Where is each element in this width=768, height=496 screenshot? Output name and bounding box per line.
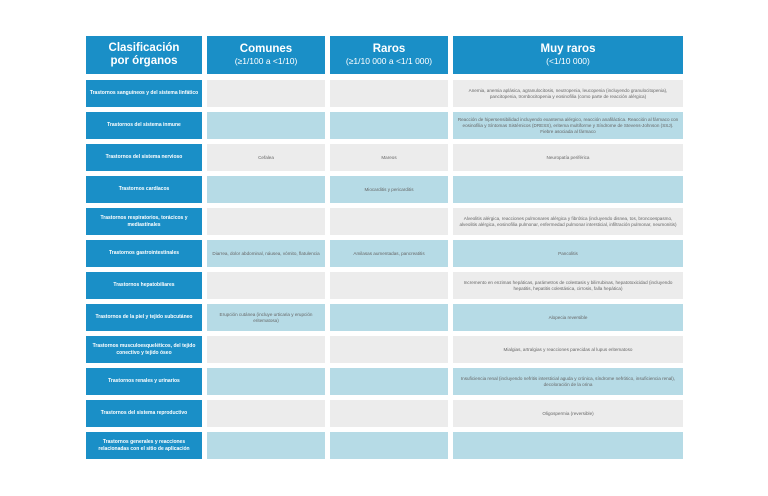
organ-label: Trastornos renales y urinarios: [86, 368, 202, 395]
header-comunes-sub: (≥1/100 a <1/10): [234, 56, 298, 66]
cell-muy-raros: Mialgias, artralgias y reacciones parecidas al lupus eritematoso: [453, 336, 683, 363]
header-classification-line1: Clasificación: [108, 42, 180, 54]
organ-label: Trastornos del sistema nervioso: [86, 144, 202, 171]
header-classification-line2: por órganos: [110, 55, 178, 67]
cell-raros: [330, 368, 448, 395]
organ-label: Trastornos hepatobiliares: [86, 272, 202, 299]
organ-label: Trastornos del sistema reproductivo: [86, 400, 202, 427]
adverse-effects-table: [86, 36, 684, 459]
header-raros: [330, 36, 448, 74]
header-comunes-title: Comunes: [239, 43, 293, 55]
header-comunes: [207, 36, 325, 74]
cell-comunes: Erupción cutánea (incluye urticaria y erupción eritematosa): [207, 304, 325, 331]
cell-comunes: [207, 176, 325, 203]
cell-comunes: [207, 336, 325, 363]
cell-muy-raros: [453, 432, 683, 459]
cell-comunes: [207, 208, 325, 235]
cell-comunes: Cefalea: [207, 144, 325, 171]
header-raros-title: Raros: [372, 43, 406, 55]
cell-raros: [330, 400, 448, 427]
header-raros-sub: (≥1/10 000 a <1/1 000): [345, 56, 433, 66]
cell-raros: [330, 336, 448, 363]
cell-muy-raros: Oligospermia (reversible): [453, 400, 683, 427]
cell-raros: [330, 80, 448, 107]
cell-raros: [330, 112, 448, 139]
cell-muy-raros: Pancolitis: [453, 240, 683, 267]
cell-comunes: [207, 368, 325, 395]
header-muy-raros-sub: (<1/10 000): [546, 56, 590, 66]
organ-label: Trastornos gastrointestinales: [86, 240, 202, 267]
organ-label: Trastornos generales y reacciones relacionadas con el sitio de aplicación: [86, 432, 202, 459]
organ-label: Trastornos de la piel y tejido subcutáneo: [86, 304, 202, 331]
header-muy-raros: [453, 36, 683, 74]
cell-raros: Mareos: [330, 144, 448, 171]
organ-label: Trastornos cardíacos: [86, 176, 202, 203]
cell-comunes: [207, 80, 325, 107]
cell-comunes: [207, 112, 325, 139]
cell-muy-raros: Incremento en enzimas hepáticas, parámetros de colestasis y bilirrubinas, hepatotoxicidad (incluyendo hepatitis, hepatitis colestásica, cirrosis, falla hepática): [453, 272, 683, 299]
cell-comunes: [207, 400, 325, 427]
cell-comunes: Diarrea, dolor abdominal, náusea, vómito, flatulencia: [207, 240, 325, 267]
cell-muy-raros: [453, 176, 683, 203]
cell-muy-raros: Reacción de hipersensibilidad incluyendo exantema alérgico, reacción anafiláctica. Reacción al fármaco con eosinofilia y Síntomas Sistémicos (DRESS), eritema multiforme y Síndrome de Stevens-Johnson (SSJ). Fiebre asociada al fármaco: [453, 112, 683, 139]
cell-raros: [330, 304, 448, 331]
cell-raros: [330, 432, 448, 459]
cell-raros: Amilasas aumentadas, pancreatitis: [330, 240, 448, 267]
cell-muy-raros: Insuficiencia renal (incluyendo nefritis intersticial aguda y crónica, síndrome nefrótico, insuficiencia renal), decoloración de la orina: [453, 368, 683, 395]
cell-comunes: [207, 432, 325, 459]
cell-raros: Miocarditis y pericarditis: [330, 176, 448, 203]
cell-muy-raros: Neuropatía periférica: [453, 144, 683, 171]
organ-label: Trastornos sanguíneos y del sistema linfático: [86, 80, 202, 107]
organ-label: Trastornos musculoesqueléticos, del tejido conectivo y tejido óseo: [86, 336, 202, 363]
cell-muy-raros: Anemia, anemia aplásica, agranulocitosis, neutropenia, leucopenia (incluyendo granulocitopenia), pancitopenia, trombocitopenia y eosinofilia (como parte de reacción alérgica): [453, 80, 683, 107]
organ-label: Trastornos respiratorios, torácicos y mediastínales: [86, 208, 202, 235]
cell-raros: [330, 272, 448, 299]
cell-muy-raros: Alveolitis alérgica, reacciones pulmonares alérgica y fibrótica (incluyendo disnea, tos, broncoespasmo, alveolitis alérgica, eosinofilia pulmonar, enfermedad pulmonar intersticial, infiltración pulmonar, neumonitis): [453, 208, 683, 235]
organ-label: Trastornos del sistema inmune: [86, 112, 202, 139]
cell-muy-raros: Alopecia reversible: [453, 304, 683, 331]
header-classification: [86, 36, 202, 74]
header-muy-raros-title: Muy raros: [540, 43, 596, 55]
cell-comunes: [207, 272, 325, 299]
cell-raros: [330, 208, 448, 235]
